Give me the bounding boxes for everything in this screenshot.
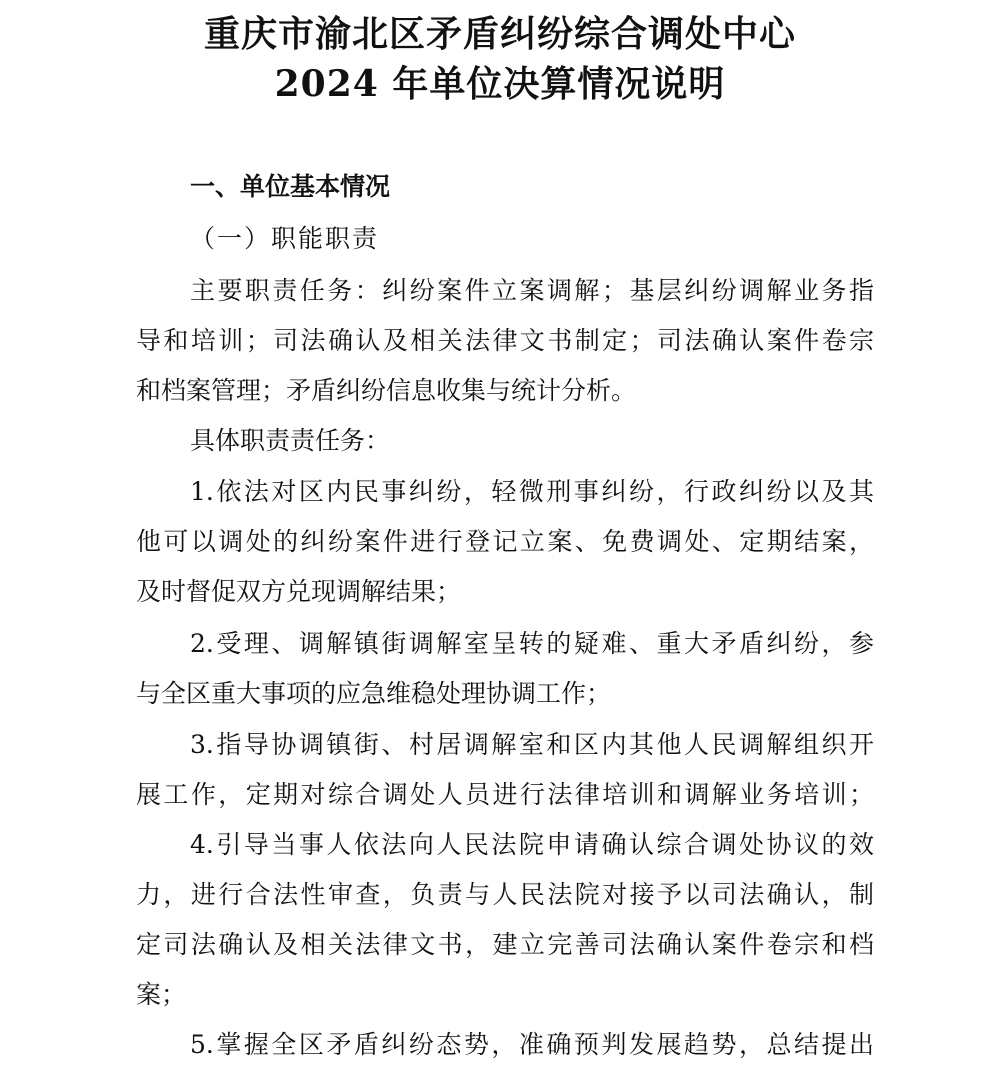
list-item-line: 及时督促双方兑现调解结果； [136,577,462,606]
list-item-line: 定司法确认及相关法律文书，建立完善司法确认案件卷宗和档 [136,930,874,959]
section-heading-basic-info: 一、单位基本情况 [190,172,391,201]
list-item-line: 3.指导协调镇街、村居调解室和区内其他人民调解组织开 [190,730,874,759]
paragraph-line: 主要职责任务：纠纷案件立案调解；基层纠纷调解业务指 [190,276,874,305]
document-title-line-2: 2024 年单位决算情况说明 [274,63,726,105]
subsection-heading-functions: （一）职能职责 [190,224,380,253]
list-item-line: 与全区重大事项的应急维稳处理协调工作； [136,679,612,708]
document-title-line-1: 重庆市渝北区矛盾纠纷综合调处中心 [203,13,796,55]
list-item-line: 力，进行合法性审查，负责与人民法院对接予以司法确认，制 [136,880,874,909]
paragraph-line: 具体职责责任务： [190,426,391,455]
paragraph-line: 导和培训；司法确认及相关法律文书制定；司法确认案件卷宗 [136,326,874,355]
list-item-line: 展工作，定期对综合调处人员进行法律培训和调解业务培训； [136,780,874,809]
list-item-line: 案； [136,980,187,1009]
list-item-line: 5.掌握全区矛盾纠纷态势，准确预判发展趋势，总结提出 [190,1030,874,1059]
list-item-line: 1.依法对区内民事纠纷，轻微刑事纠纷，行政纠纷以及其 [190,477,874,506]
list-item-line: 4.引导当事人依法向人民法院申请确认综合调处协议的效 [190,830,874,859]
list-item-line: 2.受理、调解镇街调解室呈转的疑难、重大矛盾纠纷，参 [190,629,874,658]
list-item-line: 他可以调处的纠纷案件进行登记立案、免费调处、定期结案， [136,527,874,556]
paragraph-line: 和档案管理；矛盾纠纷信息收集与统计分析。 [136,376,637,405]
